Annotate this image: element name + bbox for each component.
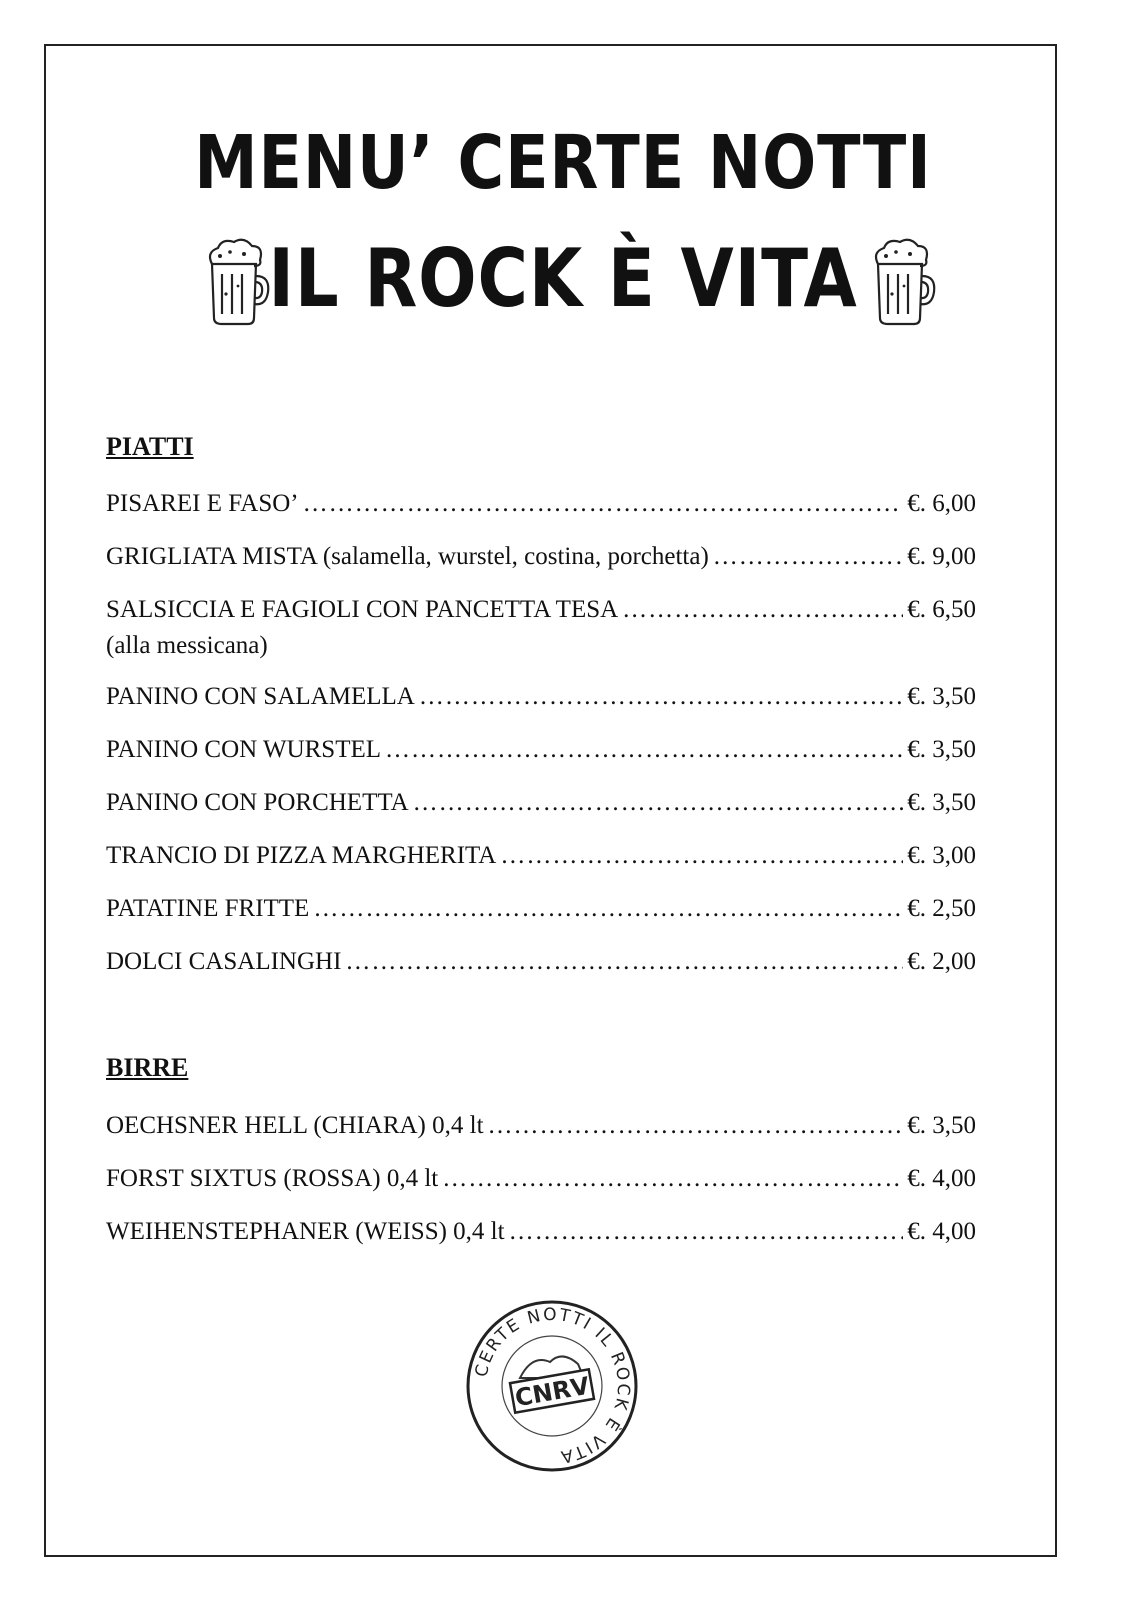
menu-item (106, 683, 976, 711)
dot-leader (622, 596, 903, 624)
menu-item (106, 490, 976, 518)
dot-leader (303, 490, 904, 518)
menu-item (106, 1112, 976, 1140)
item-name: PANINO CON SALAMELLA (106, 683, 415, 710)
stamp-ring-text: CERTE NOTTI IL ROCK È VITA (471, 1304, 634, 1467)
item-name: OECHSNER HELL (CHIARA) 0,4 lt (106, 1112, 484, 1139)
item-price: €. 6,50 (907, 596, 976, 623)
dot-leader (345, 948, 903, 976)
item-name: PATATINE FRITTE (106, 895, 310, 922)
menu-item (106, 789, 976, 817)
dot-leader (419, 683, 903, 711)
menu-item (106, 895, 976, 923)
dot-leader (488, 1112, 904, 1140)
item-price: €. 4,00 (907, 1165, 976, 1192)
item-name: WEIHENSTEPHANER (WEISS) 0,4 lt (106, 1218, 505, 1245)
dot-leader (442, 1165, 903, 1193)
dot-leader (385, 736, 903, 764)
dot-leader (500, 842, 903, 870)
menu-item (106, 842, 976, 870)
item-price: €. 3,50 (907, 683, 976, 710)
item-price: €. 9,00 (907, 543, 976, 570)
beer-mug-icon (866, 234, 938, 330)
item-price: €. 3,50 (907, 1112, 976, 1139)
item-price: €. 3,50 (907, 789, 976, 816)
menu-item (106, 736, 976, 764)
item-name: TRANCIO DI PIZZA MARGHERITA (106, 842, 497, 869)
item-name: PISAREI E FASO’ (106, 490, 299, 517)
item-price: €. 4,00 (907, 1218, 976, 1245)
item-price: €. 6,00 (907, 490, 976, 517)
menu-item (106, 1165, 976, 1193)
section-heading-birre: BIRRE (106, 1053, 189, 1082)
item-note: (alla messicana) (106, 632, 268, 659)
item-price: €. 3,00 (907, 842, 976, 869)
menu-item (106, 596, 976, 624)
menu-title-line1: MENU’ CERTE NOTTI (194, 120, 932, 206)
item-price: €. 2,50 (907, 895, 976, 922)
menu-item (106, 543, 976, 571)
beer-mug-icon (200, 234, 272, 330)
item-price: €. 2,00 (907, 948, 976, 975)
menu-title-line2: IL ROCK È VITA (268, 232, 858, 325)
section-heading-piatti: PIATTI (106, 432, 194, 461)
stamp-initials: CNRV (512, 1371, 592, 1413)
cnrv-stamp-logo (462, 1296, 642, 1476)
item-name: PANINO CON PORCHETTA (106, 789, 409, 816)
item-name: FORST SIXTUS (ROSSA) 0,4 lt (106, 1165, 439, 1192)
item-name: PANINO CON WURSTEL (106, 736, 382, 763)
item-name: SALSICCIA E FAGIOLI CON PANCETTA TESA (106, 596, 619, 623)
dot-leader (413, 789, 904, 817)
menu-item (106, 948, 976, 976)
dot-leader (713, 543, 903, 571)
menu-item (106, 1218, 976, 1246)
dot-leader (313, 895, 903, 923)
item-name: DOLCI CASALINGHI (106, 948, 342, 975)
dot-leader (509, 1218, 904, 1246)
item-name: GRIGLIATA MISTA (salamella, wurstel, costina, porchetta) (106, 543, 709, 570)
item-price: €. 3,50 (907, 736, 976, 763)
